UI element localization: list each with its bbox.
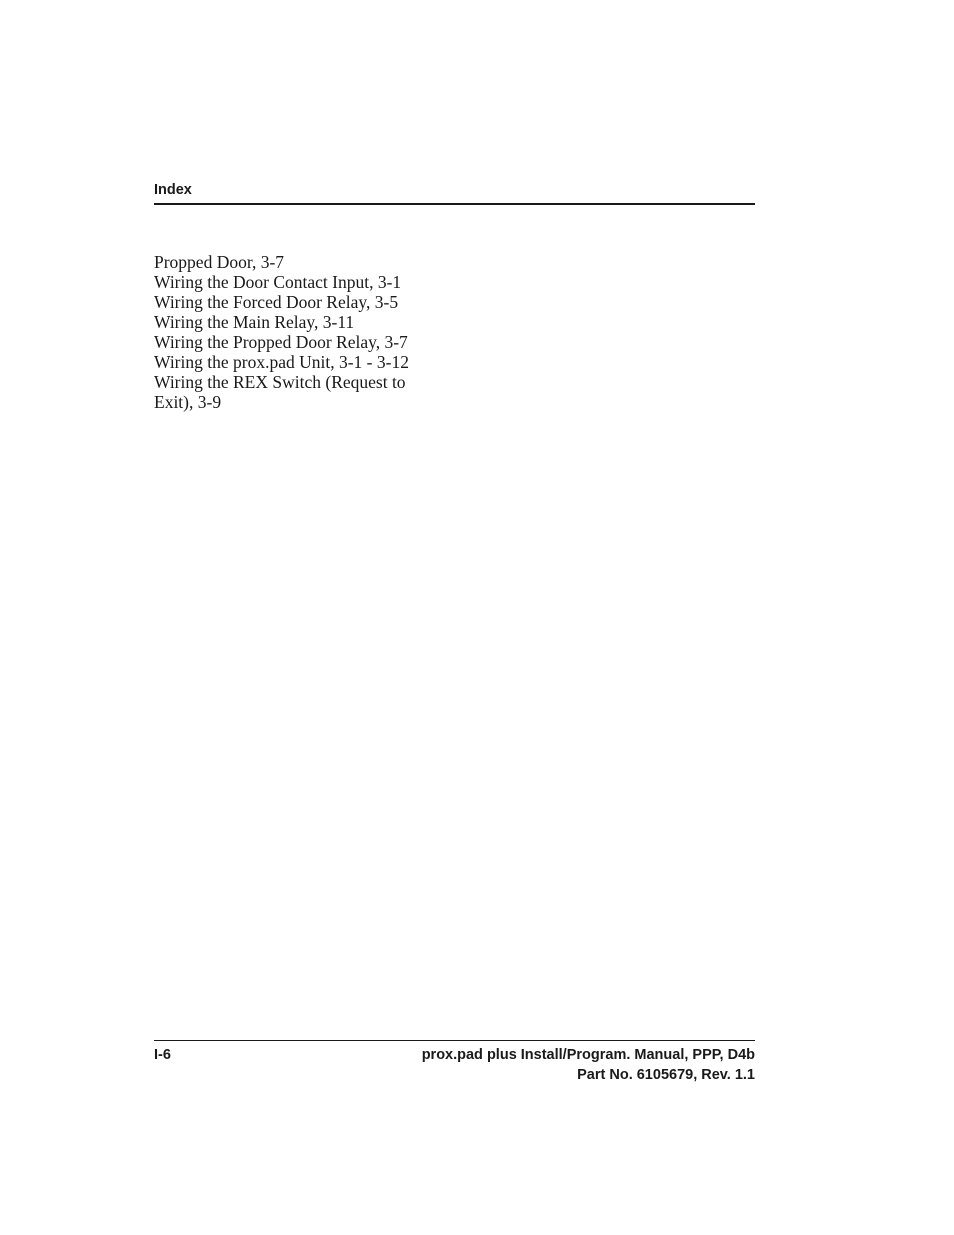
footer-document-info (422, 1045, 755, 1085)
index-entry: Wiring the Main Relay, 3-11 (154, 312, 355, 332)
page-number: I-6 (154, 1047, 171, 1063)
index-entry: Wiring the Door Contact Input, 3-1 (154, 272, 402, 292)
index-entry-list (154, 252, 444, 412)
index-entry: Exit), 3-9 (154, 392, 222, 412)
part-number: Part No. 6105679, Rev. 1.1 (577, 1067, 755, 1083)
manual-title: prox.pad plus Install/Program. Manual, PPP, D4b (421, 1047, 755, 1063)
page-header (154, 180, 755, 205)
index-entry: Wiring the Propped Door Relay, 3-7 (154, 332, 408, 352)
page-footer (154, 1040, 755, 1083)
index-entry: Wiring the prox.pad Unit, 3-1 - 3-12 (154, 352, 409, 372)
index-entry: Propped Door, 3-7 (154, 252, 285, 272)
index-entry: Wiring the Forced Door Relay, 3-5 (154, 292, 399, 312)
index-entry: Wiring the REX Switch (Request to (154, 372, 406, 392)
header-title: Index (154, 182, 192, 198)
